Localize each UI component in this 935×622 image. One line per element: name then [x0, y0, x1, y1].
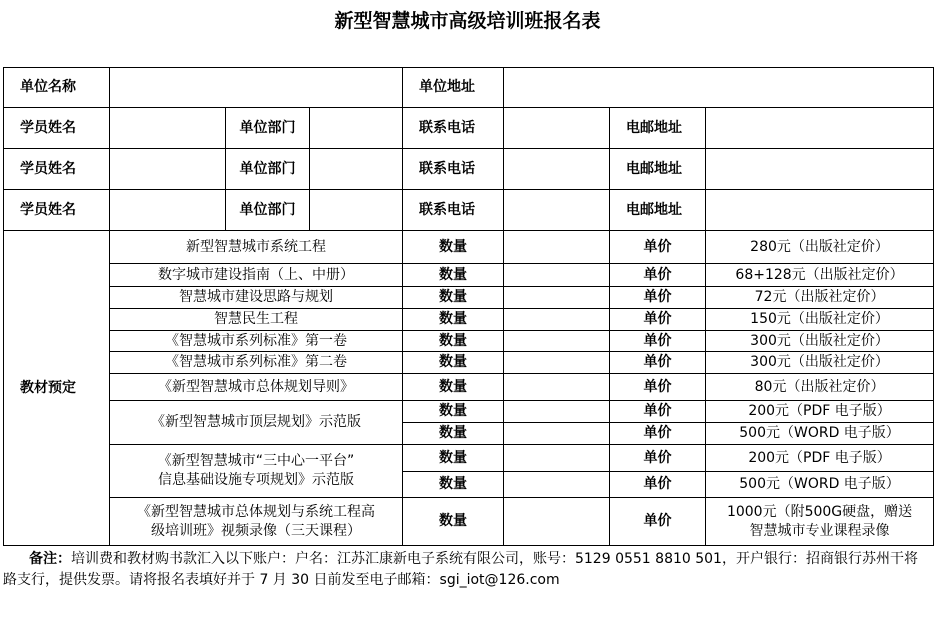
unit-price-label: 单价: [610, 331, 706, 352]
unit-price-value: 300元（出版社定价）: [706, 352, 934, 374]
material-row: [4, 374, 934, 401]
department-field[interactable]: [310, 190, 403, 231]
email-label: 电邮地址: [610, 190, 706, 231]
quantity-field[interactable]: [504, 472, 610, 498]
unit-name-label: 单位名称: [4, 68, 110, 108]
quantity-label: 数量: [403, 287, 504, 309]
quantity-field[interactable]: [504, 401, 610, 423]
department-label: 单位部门: [226, 149, 310, 190]
registration-form-table: [3, 67, 934, 546]
material-row: [4, 445, 934, 472]
email-field[interactable]: [706, 108, 934, 149]
unit-name-field[interactable]: [110, 68, 403, 108]
phone-label: 联系电话: [403, 190, 504, 231]
material-row: [4, 352, 934, 374]
unit-price-value: [706, 498, 934, 546]
unit-price-value: 500元（WORD 电子版）: [706, 472, 934, 498]
student-name-label: 学员姓名: [4, 108, 110, 149]
unit-price-label: 单价: [610, 498, 706, 546]
quantity-field[interactable]: [504, 498, 610, 546]
material-name-line: 级培训班》视频录像（三天课程）: [151, 522, 362, 539]
unit-price-label: 单价: [610, 374, 706, 401]
quantity-label: 数量: [403, 352, 504, 374]
phone-field[interactable]: [504, 190, 610, 231]
quantity-label: 数量: [403, 401, 504, 423]
unit-price-value: 72元（出版社定价）: [706, 287, 934, 309]
material-row: [4, 231, 934, 264]
material-name-line: 信息基础设施专项规划》示范版: [158, 472, 355, 488]
material-name-line: 《新型智慧城市“三中心一平台”: [157, 453, 355, 469]
notes-block: [3, 549, 931, 591]
material-name: 《新型智慧城市总体规划导则》: [110, 374, 403, 401]
material-name: 数字城市建设指南（上、中册）: [110, 264, 403, 287]
department-field[interactable]: [310, 149, 403, 190]
form-title: 新型智慧城市高级培训班报名表: [334, 10, 601, 32]
material-row: [4, 287, 934, 309]
unit-price-value: 150元（出版社定价）: [706, 309, 934, 331]
quantity-label: 数量: [403, 445, 504, 472]
email-label: 电邮地址: [610, 149, 706, 190]
material-name: 智慧民生工程: [110, 309, 403, 331]
unit-price-value: 68+128元（出版社定价）: [706, 264, 934, 287]
department-label: 单位部门: [226, 108, 310, 149]
student-row: [4, 108, 934, 149]
phone-field[interactable]: [504, 108, 610, 149]
quantity-label: 数量: [403, 374, 504, 401]
material-row: [4, 309, 934, 331]
quantity-field[interactable]: [504, 231, 610, 264]
quantity-field[interactable]: [504, 445, 610, 472]
quantity-label: 数量: [403, 309, 504, 331]
quantity-field[interactable]: [504, 374, 610, 401]
unit-price-label: 单价: [610, 401, 706, 423]
unit-price-value: 200元（PDF 电子版）: [706, 401, 934, 423]
phone-label: 联系电话: [403, 108, 504, 149]
material-name: 智慧城市建设思路与规划: [110, 287, 403, 309]
unit-price-label: 单价: [610, 423, 706, 445]
student-row: [4, 190, 934, 231]
quantity-field[interactable]: [504, 331, 610, 352]
material-name: 新型智慧城市系统工程: [110, 231, 403, 264]
unit-price-label: 单价: [610, 287, 706, 309]
unit-price-value: 300元（出版社定价）: [706, 331, 934, 352]
quantity-field[interactable]: [504, 309, 610, 331]
unit-row: [4, 68, 934, 108]
material-name: 《新型智慧城市顶层规划》示范版: [110, 401, 403, 445]
material-name: [110, 445, 403, 498]
material-row: [4, 331, 934, 352]
quantity-label: 数量: [403, 498, 504, 546]
unit-price-value: 280元（出版社定价）: [706, 231, 934, 264]
phone-label: 联系电话: [403, 149, 504, 190]
unit-price-line: 智慧城市专业课程录像: [749, 522, 890, 539]
email-field[interactable]: [706, 149, 934, 190]
student-name-field[interactable]: [110, 149, 226, 190]
student-name-field[interactable]: [110, 190, 226, 231]
material-row: [4, 498, 934, 546]
student-name-label: 学员姓名: [4, 149, 110, 190]
quantity-label: 数量: [403, 472, 504, 498]
quantity-field[interactable]: [504, 264, 610, 287]
quantity-label: 数量: [403, 231, 504, 264]
unit-price-label: 单价: [610, 309, 706, 331]
unit-address-field[interactable]: [504, 68, 934, 108]
unit-price-label: 单价: [610, 352, 706, 374]
notes-text: 培训费和教材购书款汇入以下账户：户名：江苏汇康新电子系统有限公司，账号：5129 0551 8810 501，开户银行：招商银行苏州干将路支行，提供发票。请将报名表填好并于 7 月 30 日前发至电子邮箱：sgi_iot@126.com: [3, 551, 918, 588]
phone-field[interactable]: [504, 149, 610, 190]
material-name: 《智慧城市系列标准》第二卷: [110, 352, 403, 374]
materials-section-label: 教材预定: [4, 231, 110, 546]
email-field[interactable]: [706, 190, 934, 231]
quantity-label: 数量: [403, 331, 504, 352]
unit-price-line: 1000元（附500G硬盘，赠送: [726, 503, 913, 520]
email-label: 电邮地址: [610, 108, 706, 149]
department-label: 单位部门: [226, 190, 310, 231]
student-name-field[interactable]: [110, 108, 226, 149]
quantity-field[interactable]: [504, 423, 610, 445]
material-name: 《智慧城市系列标准》第一卷: [110, 331, 403, 352]
quantity-field[interactable]: [504, 352, 610, 374]
quantity-label: 数量: [403, 423, 504, 445]
quantity-label: 数量: [403, 264, 504, 287]
unit-price-label: 单价: [610, 231, 706, 264]
unit-price-label: 单价: [610, 264, 706, 287]
student-name-label: 学员姓名: [4, 190, 110, 231]
unit-price-value: 200元（PDF 电子版）: [706, 445, 934, 472]
unit-price-label: 单价: [610, 472, 706, 498]
unit-price-value: 500元（WORD 电子版）: [706, 423, 934, 445]
unit-price-value: 80元（出版社定价）: [706, 374, 934, 401]
unit-address-label: 单位地址: [403, 68, 504, 108]
material-row: [4, 264, 934, 287]
material-row: [4, 401, 934, 423]
material-name-line: 《新型智慧城市总体规划与系统工程高: [137, 503, 376, 520]
notes-label: 备注：: [29, 551, 71, 567]
department-field[interactable]: [310, 108, 403, 149]
unit-price-label: 单价: [610, 445, 706, 472]
student-row: [4, 149, 934, 190]
quantity-field[interactable]: [504, 287, 610, 309]
material-name: [110, 498, 403, 546]
